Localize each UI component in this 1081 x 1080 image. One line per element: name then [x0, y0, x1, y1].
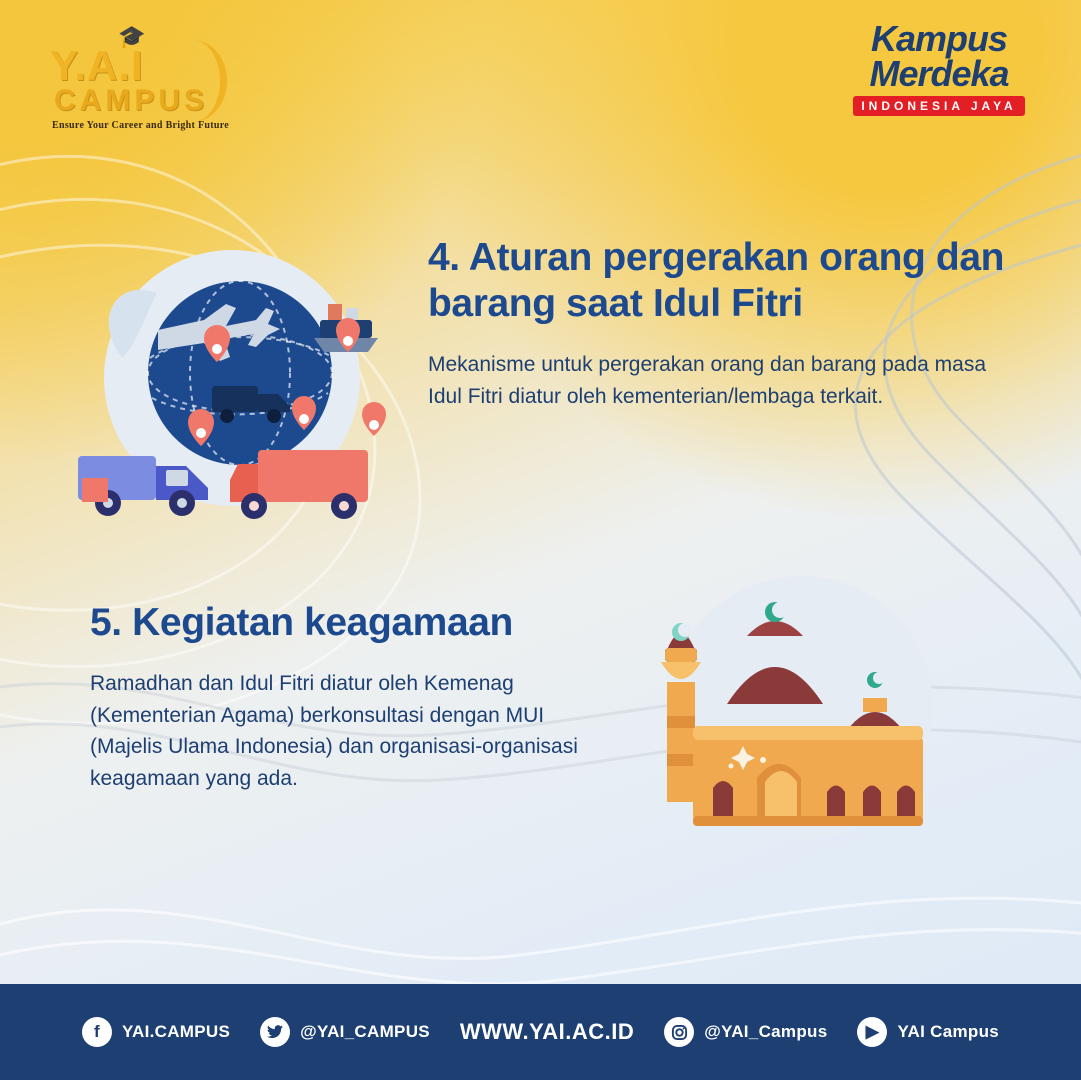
youtube-icon: ▶ — [857, 1017, 887, 1047]
yai-logo-line2: CAMPUS — [54, 84, 209, 117]
footer-label-instagram: @YAI_Campus — [704, 1022, 828, 1041]
global-logistics-illustration — [62, 238, 402, 538]
km-logo-line3: INDONESIA JAYA — [853, 96, 1025, 116]
km-logo-line2: Merdeka — [869, 53, 1009, 95]
footer-item-instagram[interactable] — [664, 1017, 827, 1047]
km-logo-line1: Kampus — [870, 18, 1008, 59]
footer-item-youtube[interactable] — [857, 1017, 999, 1047]
section-5-body: Ramadhan dan Idul Fitri diatur oleh Kemenag (Kementerian Agama) berkonsultasi dengan MUI (Majelis Ulama Indonesia) dan organisasi-organisasi keagamaan yang ada. — [90, 672, 578, 790]
section-4-title: 4. Aturan pergerakan orang dan barang saat Idul Fitri — [428, 236, 1005, 326]
footer-item-twitter[interactable] — [260, 1017, 430, 1047]
yai-campus-logo — [30, 22, 230, 132]
footer-label-twitter: @YAI_CAMPUS — [300, 1022, 430, 1041]
mosque-illustration — [631, 540, 961, 870]
facebook-icon: f — [82, 1017, 112, 1047]
footer-item-facebook[interactable] — [82, 1017, 230, 1047]
footer-label-facebook: YAI.CAMPUS — [121, 1022, 231, 1041]
section-5-text — [90, 600, 620, 815]
section-4-text — [428, 235, 1018, 433]
footer-bar — [0, 984, 1081, 1080]
twitter-icon — [260, 1017, 290, 1047]
yai-logo-line1: Y.A.I — [50, 42, 144, 89]
graduation-cap-icon: 🎓 — [118, 24, 146, 49]
kampus-merdeka-logo — [839, 18, 1039, 122]
section-4-body: Mekanisme untuk pergerakan orang dan barang pada masa Idul Fitri diatur oleh kementerian/lembaga terkait. — [428, 353, 987, 408]
instagram-icon — [664, 1017, 694, 1047]
section-5-title: 5. Kegiatan keagamaan — [90, 601, 513, 644]
footer-website-url[interactable]: WWW.YAI.AC.ID — [459, 1019, 635, 1044]
footer-label-youtube: YAI Campus — [897, 1022, 1000, 1041]
yai-logo-tagline: Ensure Your Career and Bright Future — [52, 120, 230, 131]
